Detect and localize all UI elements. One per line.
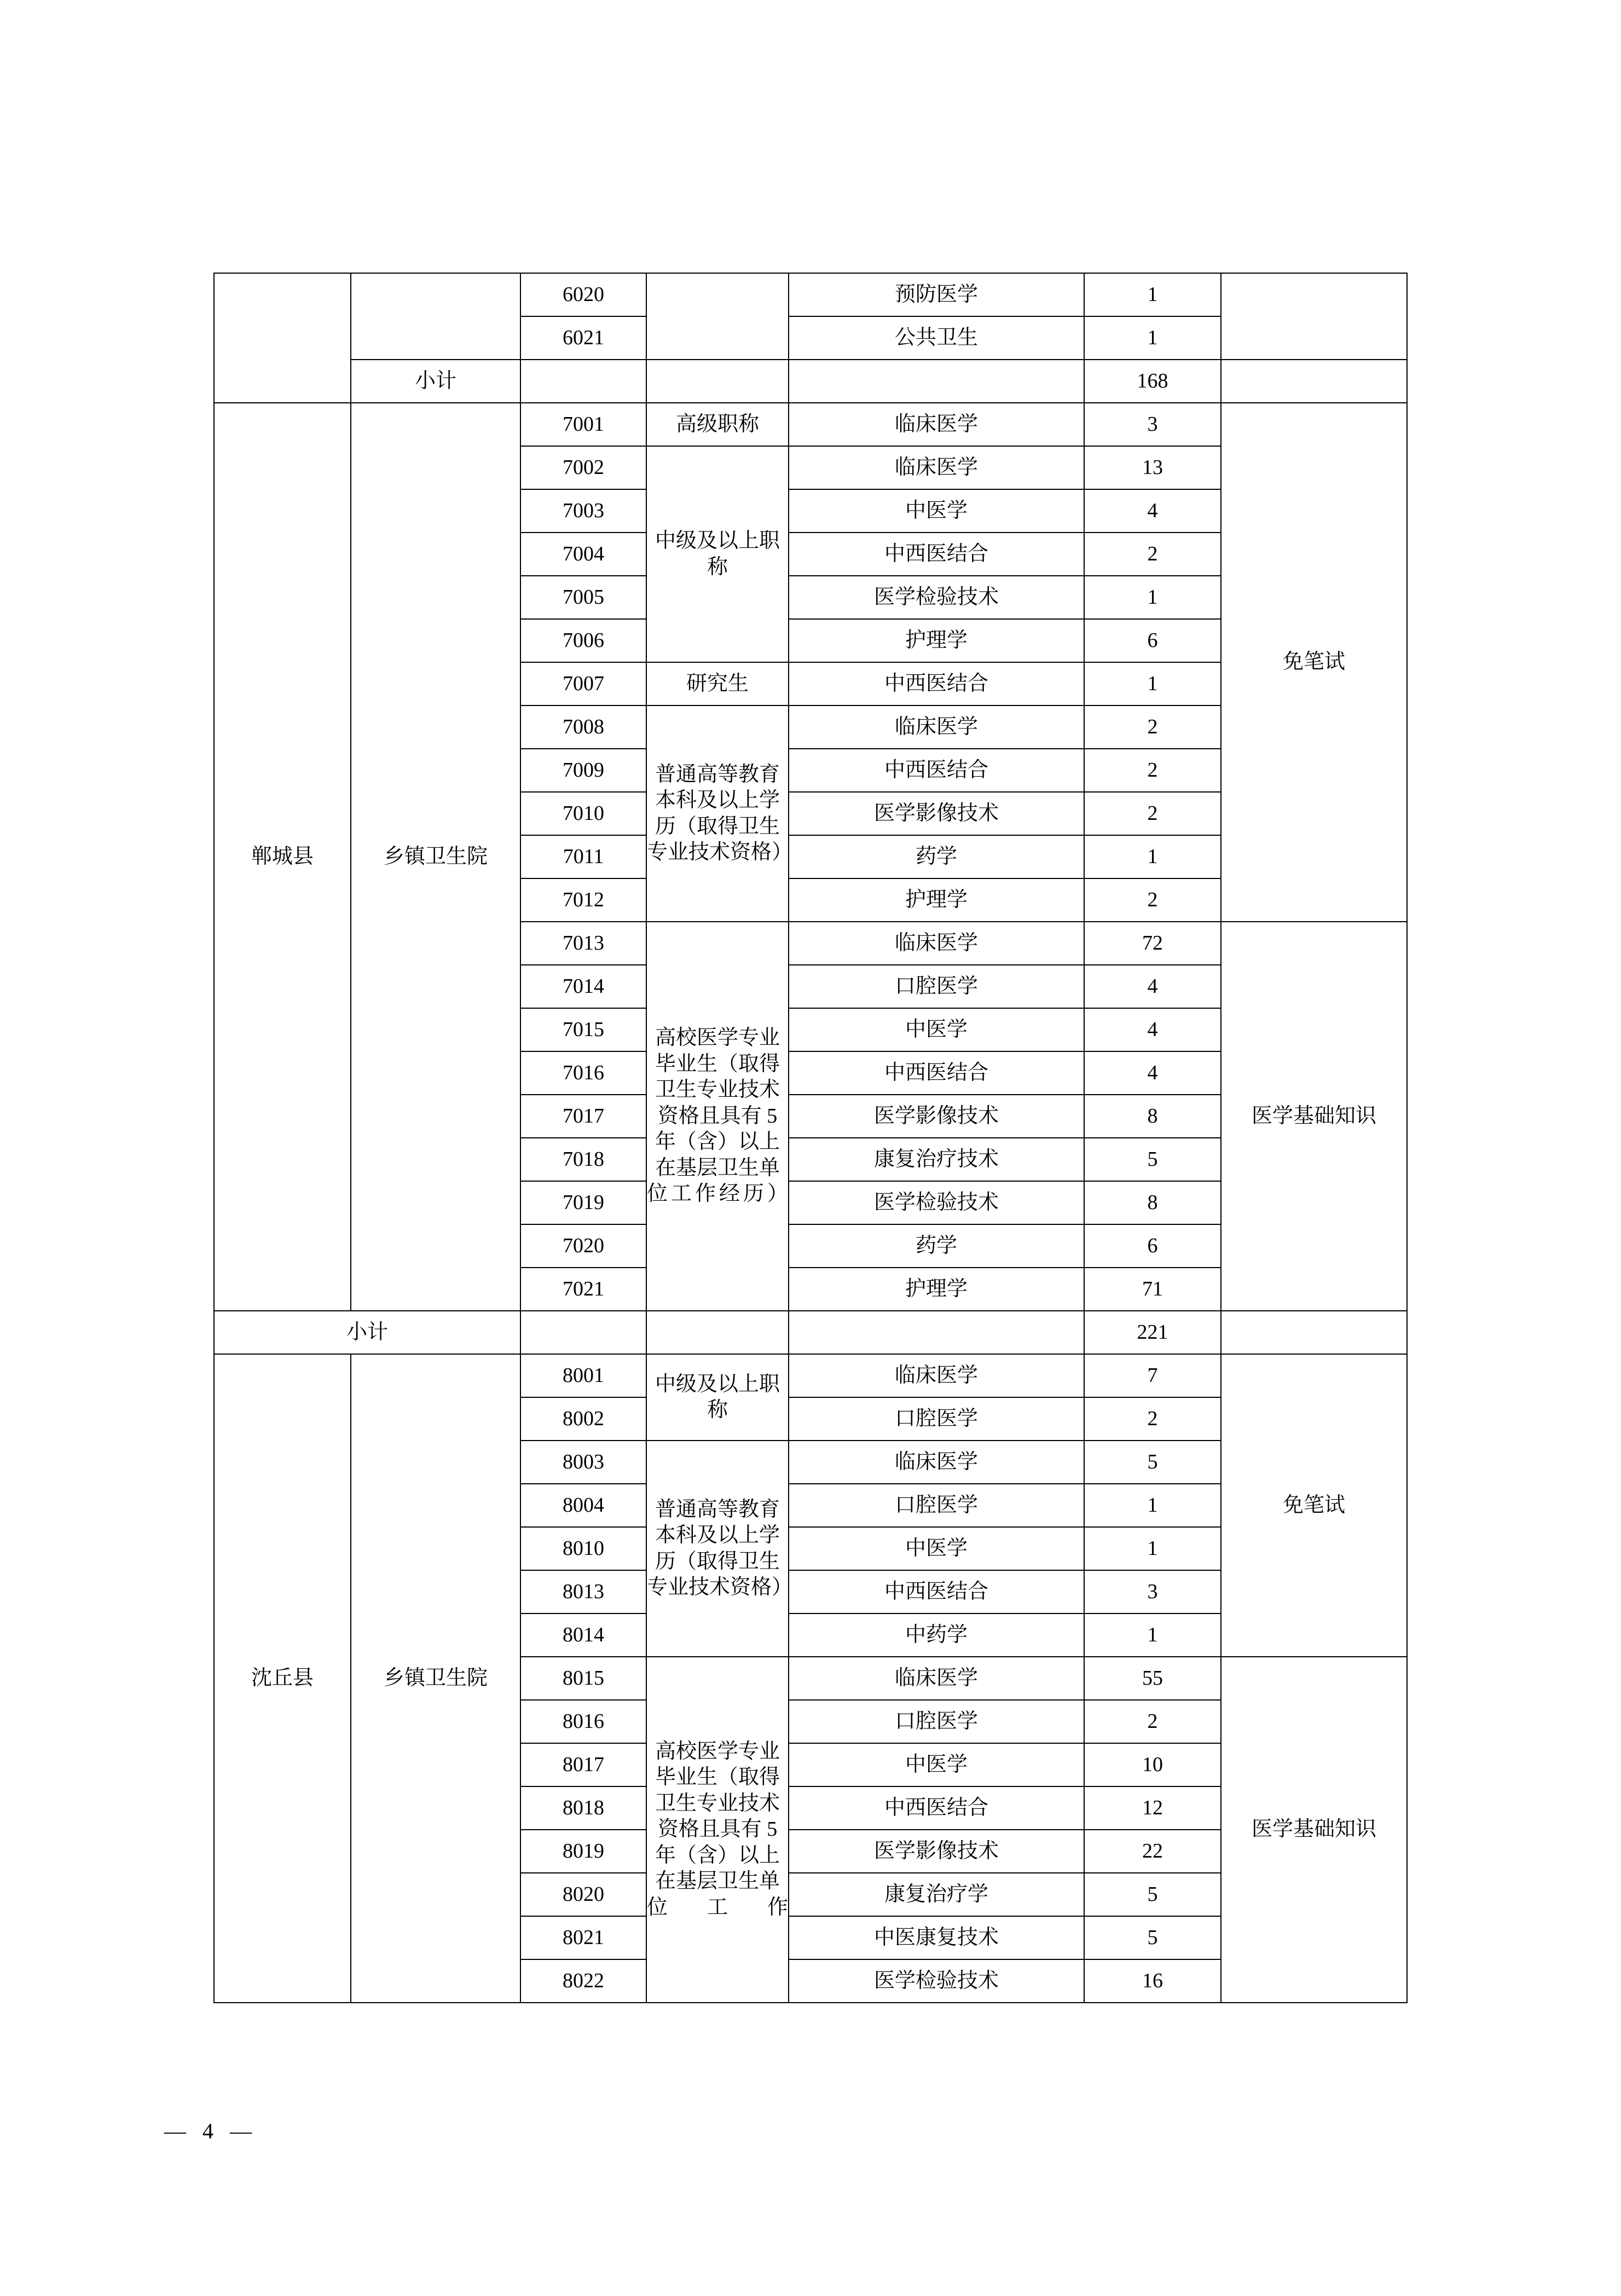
- cell-code: 8002: [520, 1397, 646, 1441]
- cell-number: 16: [1084, 1959, 1221, 2003]
- cell-number: 1: [1084, 576, 1221, 619]
- cell-major: 中西医结合: [789, 1786, 1084, 1830]
- cell-major: 康复治疗技术: [789, 1138, 1084, 1181]
- cell-major: 公共卫生: [789, 316, 1084, 360]
- cell-exam-continued: [1221, 273, 1407, 360]
- cell-number: 1: [1084, 835, 1221, 878]
- cell-major: 临床医学: [789, 446, 1084, 489]
- cell-number: 72: [1084, 922, 1221, 965]
- cell-code: 7019: [520, 1181, 646, 1224]
- cell-major: 中西医结合: [789, 1051, 1084, 1095]
- cell-code: 8018: [520, 1786, 646, 1830]
- cell-number: 2: [1084, 792, 1221, 835]
- cell-exam-empty: [1221, 360, 1407, 403]
- cell-county-continued: [214, 273, 351, 403]
- cell-code: 8021: [520, 1916, 646, 1959]
- cell-major: 中医学: [789, 1527, 1084, 1570]
- cell-major: 护理学: [789, 878, 1084, 922]
- cell-exam-medical-basics: 医学基础知识: [1221, 922, 1407, 1311]
- cell-number: 6: [1084, 619, 1221, 662]
- cell-major: 临床医学: [789, 1441, 1084, 1484]
- cell-number: 2: [1084, 1397, 1221, 1441]
- cell-major: 医学影像技术: [789, 1830, 1084, 1873]
- recruitment-table: [213, 273, 1408, 2003]
- cell-major: 中药学: [789, 1613, 1084, 1657]
- cell-code: 7001: [520, 403, 646, 446]
- cell-number: 5: [1084, 1873, 1221, 1916]
- cell-condition-empty: [646, 360, 789, 403]
- cell-major: 中西医结合: [789, 749, 1084, 792]
- cell-number: 71: [1084, 1268, 1221, 1311]
- cell-major: 医学检验技术: [789, 1959, 1084, 2003]
- cell-major: 临床医学: [789, 705, 1084, 749]
- cell-condition-bachelor: 普通高等教育本科及以上学历（取得卫生专业技术资格）: [646, 1441, 789, 1657]
- cell-major: 中医学: [789, 489, 1084, 533]
- cell-code: 8016: [520, 1700, 646, 1743]
- cell-major: 口腔医学: [789, 1397, 1084, 1441]
- cell-major: 中医学: [789, 1008, 1084, 1051]
- cell-number: 8: [1084, 1181, 1221, 1224]
- cell-condition-mid-title: 中级及以上职称: [646, 446, 789, 662]
- cell-code: 8013: [520, 1570, 646, 1613]
- cell-code: 7003: [520, 489, 646, 533]
- cell-code: 8014: [520, 1613, 646, 1657]
- cell-code: 7020: [520, 1224, 646, 1268]
- cell-code: 7021: [520, 1268, 646, 1311]
- cell-code: 7009: [520, 749, 646, 792]
- cell-number: 4: [1084, 965, 1221, 1008]
- cell-number: 1: [1084, 316, 1221, 360]
- cell-number: 55: [1084, 1657, 1221, 1700]
- cell-code: 8004: [520, 1484, 646, 1527]
- cell-number: 5: [1084, 1441, 1221, 1484]
- cell-major: 药学: [789, 1224, 1084, 1268]
- cell-unit-township-hospital: 乡镇卫生院: [351, 1354, 520, 2003]
- cell-major: 医学影像技术: [789, 792, 1084, 835]
- cell-major: 口腔医学: [789, 965, 1084, 1008]
- table-row-subtotal: [214, 360, 1407, 403]
- cell-number: 13: [1084, 446, 1221, 489]
- cell-major: 中医康复技术: [789, 1916, 1084, 1959]
- recruitment-table-container: [213, 273, 1406, 2003]
- cell-major: 中西医结合: [789, 1570, 1084, 1613]
- cell-number: 2: [1084, 533, 1221, 576]
- cell-code: 6020: [520, 273, 646, 316]
- cell-unit-township-hospital: 乡镇卫生院: [351, 403, 520, 1311]
- cell-county-dancheng: 郸城县: [214, 403, 351, 1311]
- cell-condition-college-grad: 高校医学专业毕业生（取得卫生专业技术资格且具有 5 年（含）以上在基层卫生单位工作经历）: [646, 922, 789, 1311]
- cell-code: 7002: [520, 446, 646, 489]
- cell-number: 1: [1084, 1613, 1221, 1657]
- cell-major: 口腔医学: [789, 1700, 1084, 1743]
- cell-code: 7014: [520, 965, 646, 1008]
- table-row-subtotal: [214, 1311, 1407, 1354]
- cell-code: 8003: [520, 1441, 646, 1484]
- cell-code-empty: [520, 360, 646, 403]
- page-number: — 4 —: [164, 2119, 257, 2143]
- cell-county-shenqiu: 沈丘县: [214, 1354, 351, 2003]
- cell-major: 口腔医学: [789, 1484, 1084, 1527]
- cell-subtotal-number: 221: [1084, 1311, 1221, 1354]
- cell-major: 康复治疗学: [789, 1873, 1084, 1916]
- cell-number: 1: [1084, 1484, 1221, 1527]
- cell-number: 5: [1084, 1916, 1221, 1959]
- cell-subtotal-label: 小计: [214, 1311, 520, 1354]
- cell-code: 8019: [520, 1830, 646, 1873]
- cell-code: 7015: [520, 1008, 646, 1051]
- cell-code: 8022: [520, 1959, 646, 2003]
- cell-exam-empty: [1221, 1311, 1407, 1354]
- cell-number: 2: [1084, 705, 1221, 749]
- cell-number: 2: [1084, 749, 1221, 792]
- cell-number: 4: [1084, 489, 1221, 533]
- cell-code: 7016: [520, 1051, 646, 1095]
- cell-exam-no-written: 免笔试: [1221, 403, 1407, 922]
- cell-exam-no-written: 免笔试: [1221, 1354, 1407, 1657]
- cell-code: 7006: [520, 619, 646, 662]
- cell-code: 7005: [520, 576, 646, 619]
- cell-major: 药学: [789, 835, 1084, 878]
- cell-subtotal-label: 小计: [351, 360, 520, 403]
- cell-number: 22: [1084, 1830, 1221, 1873]
- cell-number: 7: [1084, 1354, 1221, 1397]
- cell-subtotal-number: 168: [1084, 360, 1221, 403]
- cell-major-empty: [789, 360, 1084, 403]
- cell-code: 7008: [520, 705, 646, 749]
- cell-major: 临床医学: [789, 1657, 1084, 1700]
- cell-code: 6021: [520, 316, 646, 360]
- cell-code-empty: [520, 1311, 646, 1354]
- cell-major: 中西医结合: [789, 662, 1084, 705]
- cell-major: 医学影像技术: [789, 1095, 1084, 1138]
- cell-number: 2: [1084, 878, 1221, 922]
- cell-code: 8020: [520, 1873, 646, 1916]
- cell-code: 8017: [520, 1743, 646, 1786]
- table-row: [214, 403, 1407, 446]
- cell-major: 临床医学: [789, 403, 1084, 446]
- cell-major: 临床医学: [789, 1354, 1084, 1397]
- cell-code: 7010: [520, 792, 646, 835]
- cell-major: 中医学: [789, 1743, 1084, 1786]
- cell-major: 预防医学: [789, 273, 1084, 316]
- cell-condition-mid-title: 中级及以上职称: [646, 1354, 789, 1441]
- cell-number: 10: [1084, 1743, 1221, 1786]
- cell-major-empty: [789, 1311, 1084, 1354]
- cell-major: 护理学: [789, 619, 1084, 662]
- cell-major: 护理学: [789, 1268, 1084, 1311]
- cell-condition-bachelor: 普通高等教育本科及以上学历（取得卫生专业技术资格）: [646, 705, 789, 922]
- table-row: [214, 1354, 1407, 1397]
- cell-code: 7011: [520, 835, 646, 878]
- cell-number: 2: [1084, 1700, 1221, 1743]
- cell-number: 1: [1084, 662, 1221, 705]
- cell-number: 4: [1084, 1051, 1221, 1095]
- cell-code: 8001: [520, 1354, 646, 1397]
- cell-unit-continued: [351, 273, 520, 360]
- cell-major: 医学检验技术: [789, 1181, 1084, 1224]
- cell-code: 7018: [520, 1138, 646, 1181]
- cell-number: 1: [1084, 1527, 1221, 1570]
- cell-number: 12: [1084, 1786, 1221, 1830]
- cell-code: 7004: [520, 533, 646, 576]
- cell-code: 7013: [520, 922, 646, 965]
- cell-number: 3: [1084, 403, 1221, 446]
- cell-condition-empty: [646, 1311, 789, 1354]
- cell-number: 4: [1084, 1008, 1221, 1051]
- cell-major: 临床医学: [789, 922, 1084, 965]
- cell-code: 8010: [520, 1527, 646, 1570]
- cell-code: 8015: [520, 1657, 646, 1700]
- cell-condition-senior-title: 高级职称: [646, 403, 789, 446]
- cell-condition-graduate: 研究生: [646, 662, 789, 705]
- cell-number: 5: [1084, 1138, 1221, 1181]
- cell-condition-continued: [646, 273, 789, 360]
- cell-code: 7012: [520, 878, 646, 922]
- cell-number: 6: [1084, 1224, 1221, 1268]
- table-row: [214, 273, 1407, 316]
- cell-code: 7007: [520, 662, 646, 705]
- cell-code: 7017: [520, 1095, 646, 1138]
- cell-number: 8: [1084, 1095, 1221, 1138]
- cell-number: 3: [1084, 1570, 1221, 1613]
- cell-exam-medical-basics: 医学基础知识: [1221, 1657, 1407, 2003]
- cell-major: 中西医结合: [789, 533, 1084, 576]
- cell-major: 医学检验技术: [789, 576, 1084, 619]
- cell-number: 1: [1084, 273, 1221, 316]
- cell-condition-college-grad: 高校医学专业毕业生（取得卫生专业技术资格且具有 5 年（含）以上在基层卫生单位工作: [646, 1657, 789, 2003]
